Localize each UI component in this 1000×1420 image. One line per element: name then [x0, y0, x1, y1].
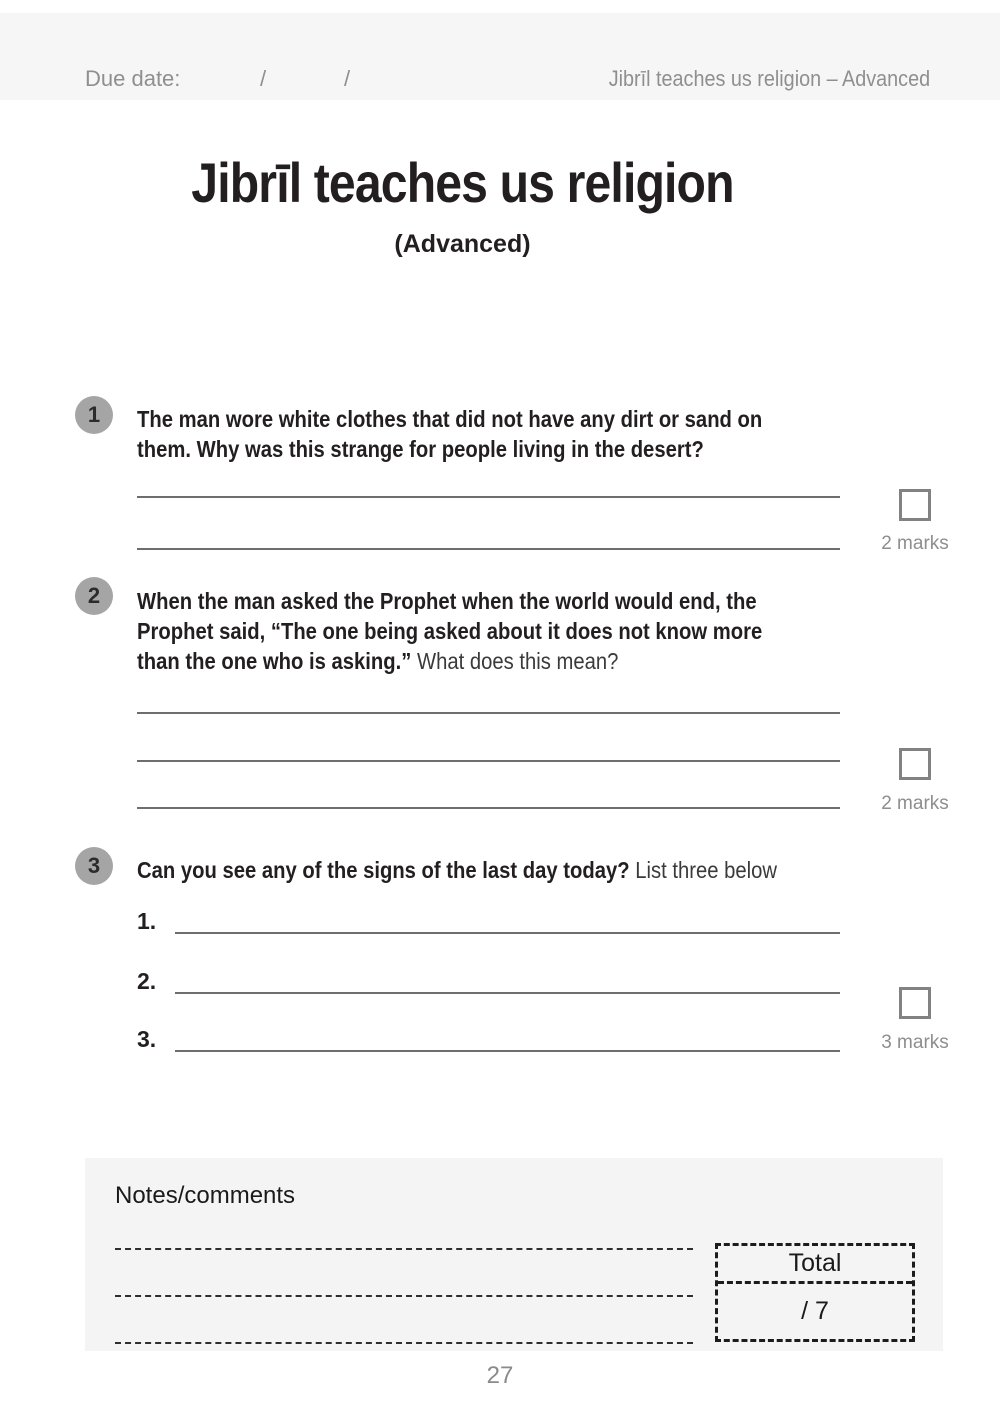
question-2-line-3-bold: than the one who is asking.” — [137, 648, 412, 674]
page-header — [0, 13, 1000, 100]
marks-label-q2: 2 marks — [881, 793, 949, 814]
total-box — [715, 1243, 915, 1342]
notes-line[interactable] — [115, 1248, 693, 1250]
page-subtitle: (Advanced) — [394, 230, 531, 258]
answer-line[interactable] — [175, 1050, 840, 1052]
question-3-line-1-bold: Can you see any of the signs of the last day today? — [137, 857, 630, 883]
marks-checkbox-q3[interactable] — [899, 987, 931, 1019]
question-2-line-2: Prophet said, “The one being asked about it does not know more — [137, 618, 763, 644]
answer-line[interactable] — [175, 992, 840, 994]
marks-checkbox-q1[interactable] — [899, 489, 931, 521]
answer-line[interactable] — [137, 807, 840, 809]
question-1-line-2: them. Why was this strange for people living in the desert? — [137, 436, 704, 462]
marks-label-q3: 3 marks — [881, 1032, 949, 1053]
answer-line[interactable] — [137, 496, 840, 498]
question-3-line-1-regular: List three below — [629, 857, 778, 883]
answer-line[interactable] — [137, 548, 840, 550]
due-date-label: Due date: — [85, 66, 181, 91]
answer-line[interactable] — [137, 760, 840, 762]
notes-label: Notes/comments — [115, 1182, 296, 1209]
answer-line[interactable] — [137, 712, 840, 714]
question-2-line-1: When the man asked the Prophet when the world would end, the — [137, 588, 757, 614]
question-1-text — [137, 404, 762, 464]
running-title: Jibrīl teaches us religion – Advanced — [608, 66, 930, 91]
question-2-number-badge: 2 — [75, 577, 113, 615]
notes-section — [85, 1158, 943, 1351]
marks-checkbox-q2[interactable] — [899, 748, 931, 780]
question-1-number-badge: 1 — [75, 396, 113, 434]
page-title: Jibrīl teaches us religion — [191, 151, 734, 214]
due-date-slash-1: / — [260, 66, 267, 91]
notes-line[interactable] — [115, 1342, 693, 1344]
list-item-number-1: 1. — [137, 908, 157, 934]
list-item-number-3: 3. — [137, 1026, 157, 1052]
list-item-number-2: 2. — [137, 968, 157, 994]
marks-label-q1: 2 marks — [881, 533, 949, 554]
page-number: 27 — [486, 1362, 514, 1389]
question-3-number-badge: 3 — [75, 847, 113, 885]
question-2-text — [137, 586, 762, 676]
due-date-slash-2: / — [344, 66, 351, 91]
answer-line[interactable] — [175, 932, 840, 934]
question-3-text — [137, 855, 777, 885]
notes-line[interactable] — [115, 1295, 693, 1297]
total-label: Total — [718, 1246, 912, 1284]
total-score-field[interactable]: / 7 — [801, 1297, 829, 1325]
question-2-line-3-regular: What does this mean? — [411, 648, 619, 674]
question-1-line-1: The man wore white clothes that did not have any dirt or sand on — [137, 406, 763, 432]
